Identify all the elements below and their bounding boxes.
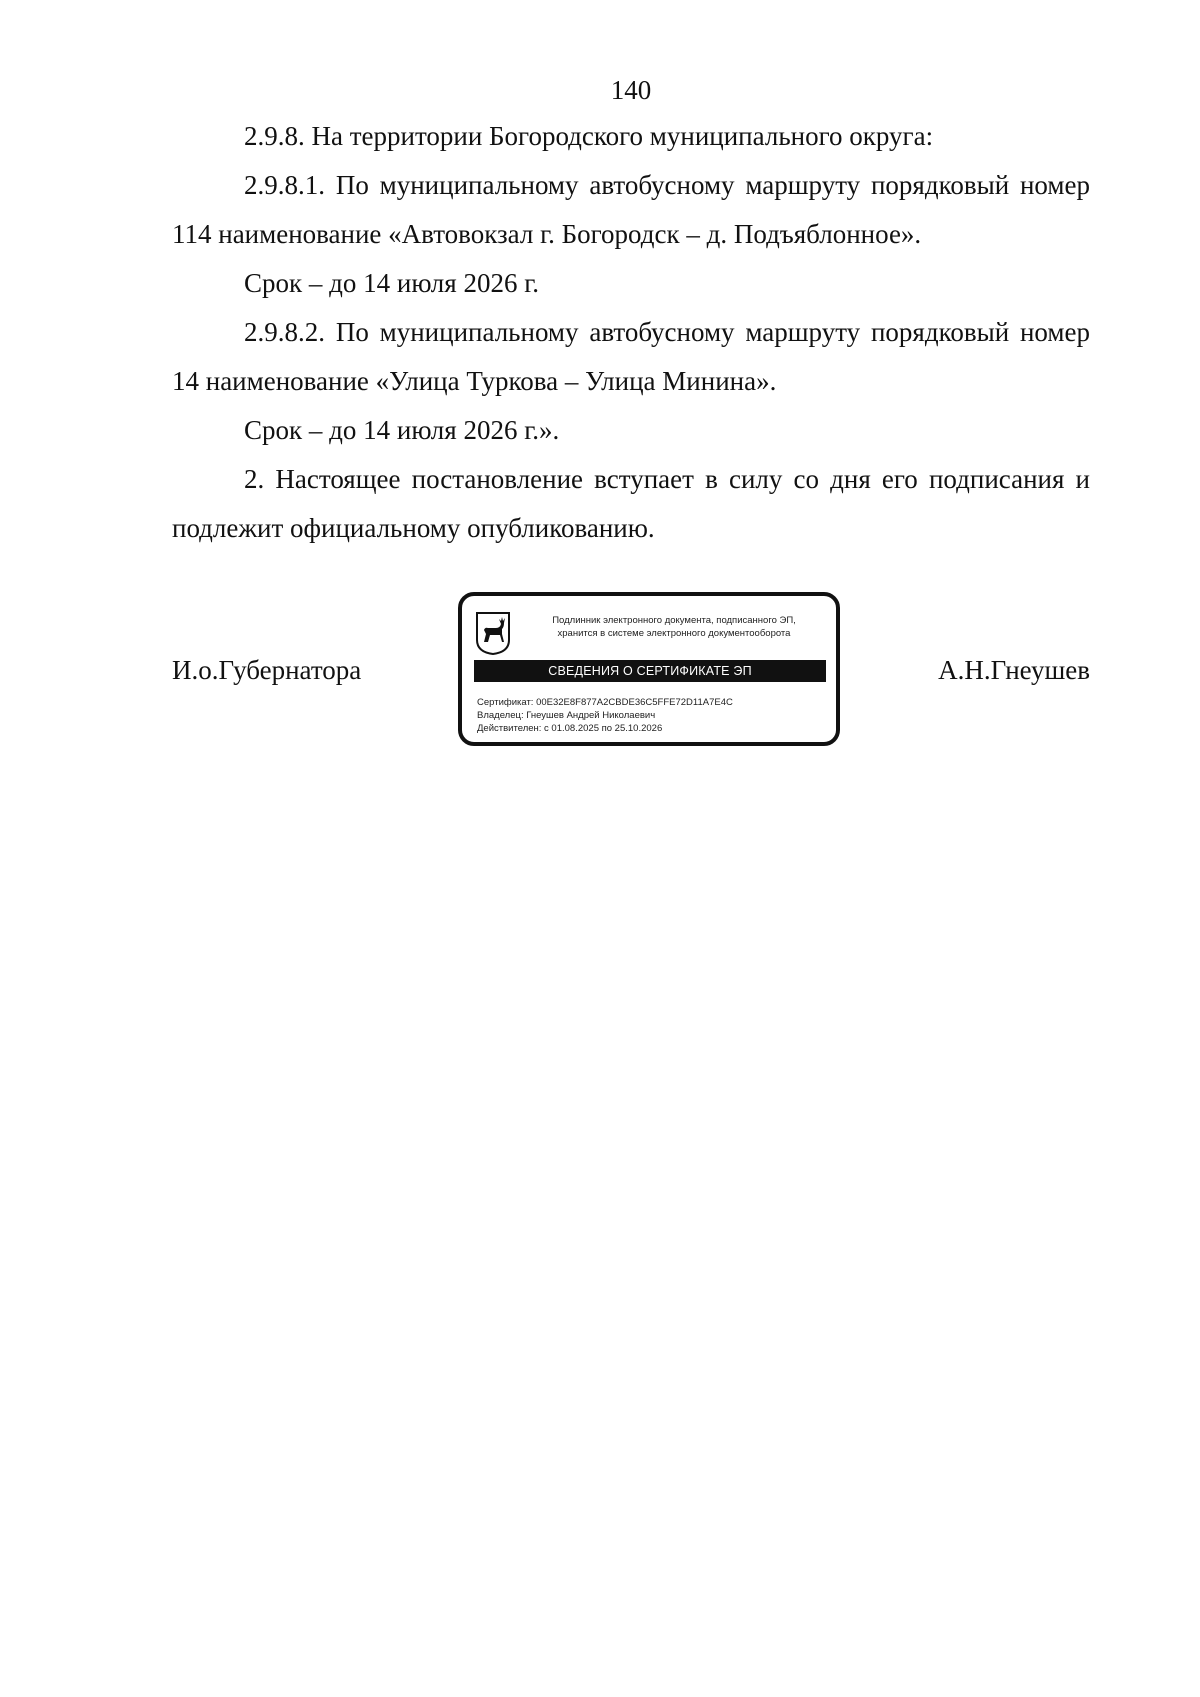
certificate-info-bar: СВЕДЕНИЯ О СЕРТИФИКАТЕ ЭП (474, 660, 826, 682)
deer-coat-of-arms-icon (474, 610, 512, 656)
certificate-details (477, 696, 827, 735)
paragraph-2-9-8: 2.9.8. На территории Богородского муниципального округа: (244, 121, 934, 151)
paragraph-item-2: 2. Настоящее постановление вступает в силу со дня его подписания и подлежит официальному опубликованию. (172, 464, 1090, 543)
paragraph-2-9-8-1: 2.9.8.1. По муниципальному автобусному маршруту порядковый номер 114 наименование «Автовокзал г. Богородск – д. Подъяблонное». (172, 170, 1090, 249)
certificate-owner: Владелец: Гнеушев Андрей Николаевич (477, 710, 656, 721)
stamp-header-line-1: Подлинник электронного документа, подписанного ЭП, (552, 615, 796, 626)
signatory-name: А.Н.Гнеушев (938, 655, 1090, 685)
paragraph-deadline-1: Срок – до 14 июля 2026 г. (244, 268, 539, 298)
page-number: 140 (610, 75, 652, 105)
document-body (172, 112, 1090, 553)
paragraph-deadline-2: Срок – до 14 июля 2026 г.». (244, 415, 560, 445)
signatory-title: И.о.Губернатора (172, 655, 362, 685)
stamp-header-line-2: хранится в системе электронного документооборота (557, 628, 791, 639)
signature-block (172, 592, 1090, 762)
certificate-validity: Действителен: с 01.08.2025 по 25.10.2026 (477, 723, 663, 734)
paragraph-2-9-8-2: 2.9.8.2. По муниципальному автобусному маршруту порядковый номер 14 наименование «Улица Туркова – Улица Минина». (172, 317, 1090, 396)
certificate-number: Сертификат: 00E32E8F877A2CBDE36C5FFE72D11A7E4C (477, 697, 733, 708)
stamp-header (524, 614, 824, 640)
electronic-signature-stamp (458, 592, 840, 746)
